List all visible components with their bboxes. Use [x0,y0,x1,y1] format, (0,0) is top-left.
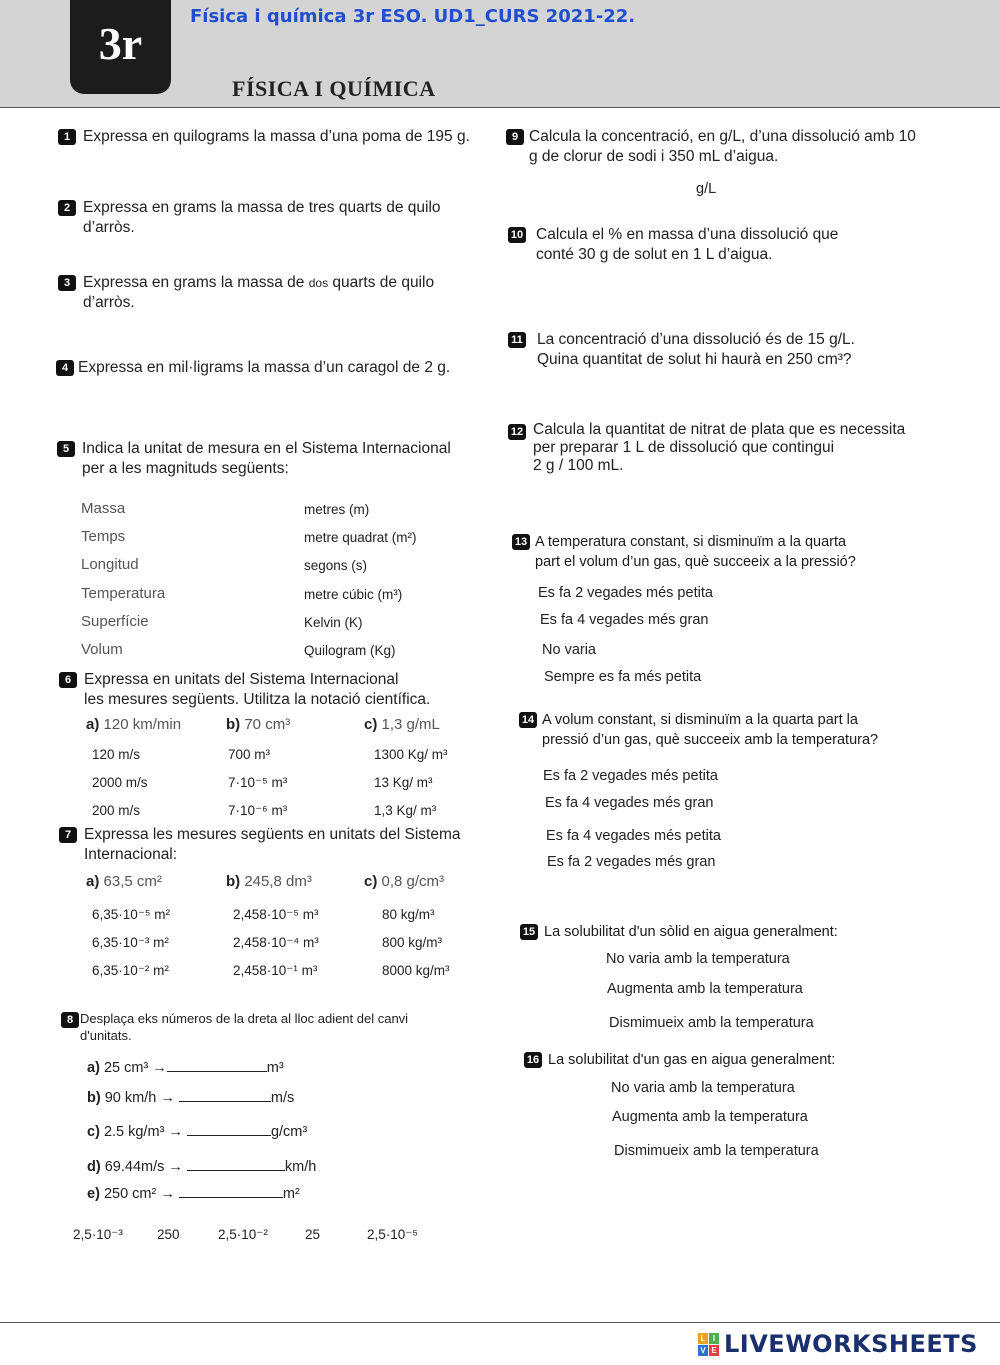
item-label: a) [87,1060,100,1076]
question-text: La solubilitat d'un sòlid en aigua generalment: [544,924,838,940]
q6-options-b [228,741,287,825]
question-text-line2: d’arròs. [83,219,135,236]
question-text: A temperatura constant, si disminuïm a la quarta [535,534,847,550]
question-2 [58,198,441,238]
question-text: Indica la unitat de mesura en el Sistema Internacional [82,440,451,457]
q6-a-value: 120 km/min [103,716,182,733]
draggable-unit[interactable]: segons (s) [304,558,368,574]
question-10 [508,225,838,265]
question-number: 10 [508,227,526,243]
q7-options-a [92,901,170,985]
option-choice[interactable]: No varia amb la temperatura [611,1080,795,1096]
question-13 [512,532,856,572]
option-choice[interactable]: Es fa 4 vegades més gran [540,612,709,628]
question-text: La solubilitat d'un gas en aigua generalment: [548,1052,836,1068]
magnitude-item: Massa [81,500,126,517]
question-text-line2: d’arròs. [83,294,135,311]
q6-c-value: 1,3 g/mL [381,716,440,733]
option-choice[interactable]: 6,35·10⁻² m² [92,963,169,978]
question-text-line3: 2 g / 100 mL. [533,457,624,474]
drop-target[interactable] [187,1156,285,1171]
item-label: d) [87,1159,101,1175]
question-text: Calcula la concentració, en g/L, d’una dissolució amb 10 [529,128,916,145]
footer-divider [0,1322,1000,1323]
grade-badge: 3r [70,0,171,94]
option-choice[interactable]: 2,458·10⁻¹ m³ [233,963,318,978]
draggable-answer[interactable]: 250 [157,1227,180,1242]
question-text: La concentració d’una dissolució és de 15 g/L. [537,331,855,348]
q8-item-d [87,1156,316,1175]
magnitude-item: Superfície [81,612,149,630]
q8-item-c [87,1121,307,1140]
question-text-line2: conté 30 g de solut en 1 L d’aigua. [536,246,773,263]
option-choice[interactable]: 2,458·10⁻⁵ m³ [233,907,319,922]
question-text: Expressa en grams la massa de tres quarts de quilo [83,199,441,216]
question-5 [57,439,451,479]
question-number: 14 [519,712,537,728]
option-choice[interactable]: 700 m³ [228,747,271,762]
item-from: 90 km/h → [104,1090,175,1106]
question-text-line2: part el volum d’un gas, què succeeix a la pressió? [535,554,856,570]
question-number: 3 [58,275,76,291]
question-number: 13 [512,534,530,550]
question-number: 5 [57,441,75,457]
liveworksheets-wordmark: LIVEWORKSHEETS [724,1330,978,1358]
option-choice[interactable]: Es fa 2 vegades més gran [547,854,716,870]
question-text-line2: d'unitats. [80,1028,132,1043]
item-from: 69.44m/s → [104,1159,183,1175]
q7-options-c [382,901,450,985]
q8-item-a [87,1057,284,1076]
question-number: 1 [58,129,76,145]
question-9 [506,127,916,167]
question-text-cont: quarts de quilo [328,274,435,291]
drop-target[interactable] [179,1183,283,1198]
item-label: c) [87,1124,100,1140]
item-unit: m² [282,1186,300,1202]
question-text: Expressa les mesures següents en unitats del Sistema [84,826,461,843]
option-choice[interactable]: Sempre es fa més petita [544,669,702,685]
question-text: Expressa en quilograms la massa d’una poma de 195 g. [83,128,470,145]
magnitude-item: Longitud [81,556,139,574]
question-text-line2: Internacional: [84,846,178,863]
option-choice[interactable]: Augmenta amb la temperatura [612,1109,808,1125]
option-choice[interactable]: 2000 m/s [92,775,148,790]
question-text: Expressa en mil·ligrams la massa d’un caragol de 2 g. [78,359,451,376]
q7-item-a: a) 63,5 cm² [86,873,162,890]
question-7 [59,825,461,865]
question-14 [519,710,878,750]
q7-b-value: 245,8 dm³ [244,873,312,890]
q7-item-c: c) 0,8 g/cm³ [364,873,445,890]
question-number: 2 [58,200,76,216]
item-unit: g/cm³ [270,1124,308,1140]
item-from: 25 cm³ → [103,1060,167,1076]
option-choice[interactable]: 7·10⁻⁵ m³ [228,775,288,790]
magnitude-item: Temps [81,528,126,546]
question-text: Expressa en grams la massa de [83,274,309,291]
question-3 [58,273,434,313]
question-text-line2: pressió d’un gas, què succeeix amb la temperatura? [542,732,879,748]
units-list [304,496,417,665]
option-choice[interactable]: Dismimueix amb la temperatura [609,1015,814,1031]
q7-item-b: b) 245,8 dm³ [226,873,312,890]
q6-item-a: a) 120 km/min [86,716,182,733]
option-choice[interactable]: 6,35·10⁻³ m² [92,935,169,950]
q6-item-c: c) 1,3 g/mL [364,716,440,733]
question-number: 7 [59,827,77,843]
question-number: 4 [56,360,74,376]
q7-c-value: 0,8 g/cm³ [381,873,445,890]
question-6 [59,670,430,710]
item-from: 250 cm² → [103,1186,175,1202]
option-choice[interactable]: 7·10⁻⁶ m³ [228,803,288,818]
question-text-line2: per preparar 1 L de dissolució que contingui [533,439,835,456]
question-number: 11 [508,332,526,348]
q7-a-value: 63,5 cm² [103,873,162,890]
magnitude-item: Volum [81,641,123,659]
page-header [0,0,1000,108]
question-number: 15 [520,924,538,940]
item-from: 2.5 kg/m³ → [103,1124,183,1140]
question-12 [508,421,905,475]
question-text: Expressa en unitats del Sistema Internacional [84,671,399,688]
item-unit: km/h [284,1159,317,1175]
option-choice[interactable]: 6,35·10⁻⁵ m² [92,907,171,922]
option-choice[interactable]: 1300 Kg/ m³ [374,747,448,762]
q8-item-b [87,1087,294,1106]
q6-b-value: 70 cm³ [244,716,291,733]
option-choice[interactable]: Es fa 4 vegades més petita [546,828,721,844]
question-number: 9 [506,129,524,145]
q6-options-a [92,741,148,825]
draggable-answer[interactable]: 25 [305,1227,321,1242]
draggable-unit[interactable]: metre quadrat (m²) [304,530,417,546]
question-8 [61,1010,408,1044]
option-choice[interactable]: 1,3 Kg/ m³ [374,803,437,818]
draggable-answer[interactable]: 2,5·10⁻³ [73,1227,123,1242]
question-text-line2: per a les magnituds següents: [82,460,289,477]
item-unit: m³ [266,1060,284,1076]
document-title: Física i química 3r ESO. UD1_CURS 2021-22. [190,6,636,27]
draggable-unit[interactable]: Quilogram (Kg) [304,643,396,659]
draggable-answer[interactable]: 2,5·10⁻² [218,1227,268,1242]
option-choice[interactable]: Es fa 2 vegades més petita [538,585,713,601]
question-text-line2: les mesures següents. Utilitza la notació científica. [84,691,431,708]
question-number: 8 [61,1012,79,1028]
question-text: Calcula el % en massa d’una dissolució que [536,226,839,243]
option-choice[interactable]: 2,458·10⁻⁴ m³ [233,935,319,950]
q7-options-b [233,901,319,985]
option-choice[interactable]: 120 m/s [92,747,141,762]
question-11 [508,330,855,370]
draggable-unit[interactable]: metre cúbic (m³) [304,586,403,602]
q6-item-b: b) 70 cm³ [226,716,291,733]
q6-options-c [374,741,448,825]
question-number: 6 [59,672,77,688]
option-choice[interactable]: 13 Kg/ m³ [374,775,433,790]
answer-unit: g/L [696,181,717,197]
question-text-line2: Quina quantitat de solut hi haurà en 250 cm³? [537,351,852,368]
question-text: A volum constant, si disminuïm a la quarta part la [542,712,858,728]
item-label: b) [87,1090,101,1106]
option-choice[interactable]: Es fa 2 vegades més petita [543,768,718,784]
option-choice[interactable]: 200 m/s [92,803,141,818]
option-choice[interactable]: 80 kg/m³ [382,907,435,922]
option-choice[interactable]: No varia amb la temperatura [606,951,790,967]
option-choice[interactable]: Augmenta amb la temperatura [607,981,803,997]
question-text: Calcula la quantitat de nitrat de plata que es necessita [533,421,906,438]
item-unit: m/s [270,1090,295,1106]
subject-title: FÍSICA I QUÍMICA [232,76,436,101]
draggable-unit[interactable]: metres (m) [304,502,370,517]
question-text: Desplaça eks números de la dreta al lloc adient del canvi [80,1011,409,1026]
magnitudes-list [81,495,165,664]
option-choice[interactable]: Dismimueix amb la temperatura [614,1143,819,1159]
liveworksheets-icon: L I V E [698,1333,720,1357]
drop-target[interactable] [179,1087,271,1102]
draggable-unit[interactable]: Kelvin (K) [304,614,363,630]
option-choice[interactable]: 800 kg/m³ [382,935,443,950]
item-label: e) [87,1186,100,1202]
drop-target[interactable] [167,1057,267,1072]
question-16 [524,1051,835,1069]
question-4 [56,358,450,378]
question-number: 12 [508,424,526,440]
drop-target[interactable] [187,1121,271,1136]
question-15 [520,923,838,941]
draggable-answer[interactable]: 2,5·10⁻⁵ [367,1227,419,1242]
q8-item-e [87,1183,300,1202]
option-choice[interactable]: Es fa 4 vegades més gran [545,795,714,811]
question-text-line2: g de clorur de sodi i 350 mL d’aigua. [529,148,779,165]
question-number: 16 [524,1052,542,1068]
option-choice[interactable]: 8000 kg/m³ [382,963,450,978]
magnitude-item: Temperatura [81,584,166,602]
question-text-small: dos [308,276,329,290]
option-choice[interactable]: No varia [542,642,596,658]
question-1 [58,127,470,147]
